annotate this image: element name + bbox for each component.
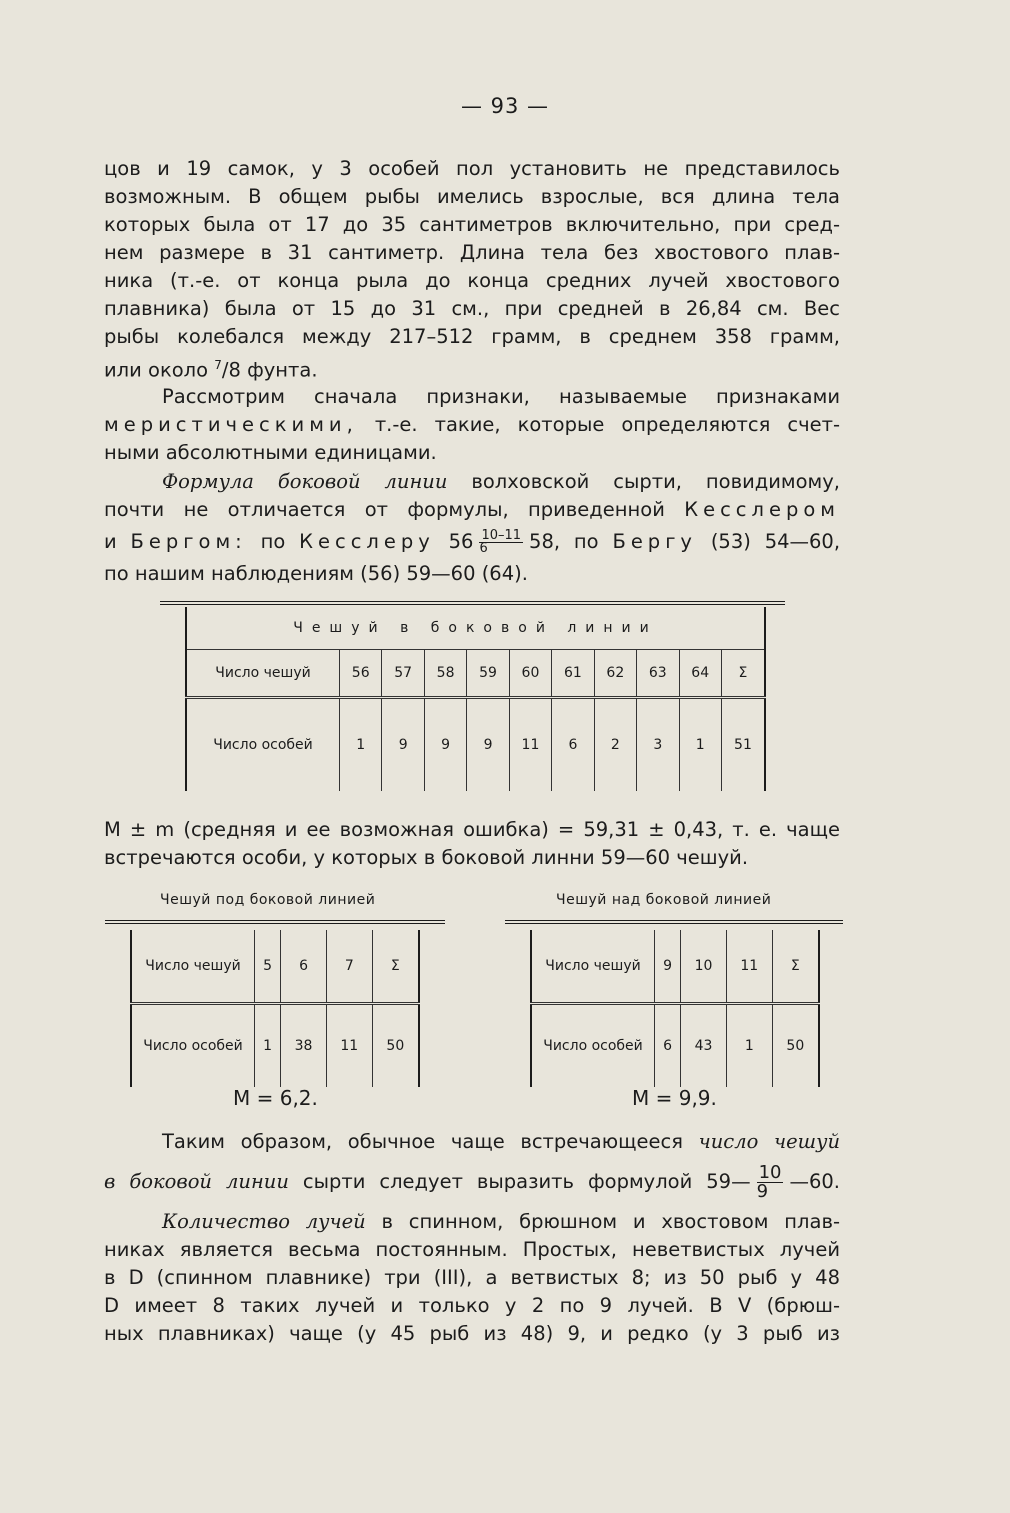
text-line: M ± m (средняя и ее возможная ошибка) = 59,31 ± 0,43, т. е. чаще bbox=[104, 818, 840, 841]
table-cell: 9 bbox=[655, 930, 681, 1004]
text-line: ными абсолютными единицами. bbox=[104, 441, 437, 464]
table-cell: 9 bbox=[424, 698, 466, 792]
text-fragment: сырти следует выразить формулой 59— bbox=[288, 1170, 751, 1193]
text-line: цов и 19 самок, у 3 особей пол установить не представилось bbox=[104, 157, 840, 180]
text-line: встречаются особи, у которых в боковой линни 59—60 чешуй. bbox=[104, 846, 749, 869]
table-cell: 6 bbox=[281, 930, 327, 1004]
scales-below-table bbox=[130, 930, 420, 1087]
table-cell: 6 bbox=[552, 698, 594, 792]
right-mean: M = 9,9. bbox=[632, 1086, 717, 1110]
text-line: возможным. В общем рыбы имелись взрослые, вся длина тела bbox=[104, 185, 840, 208]
spaced-term: Кесслеру bbox=[299, 530, 435, 553]
table-row bbox=[531, 930, 819, 1004]
table-cell: 2 bbox=[594, 698, 636, 792]
text-line: ных плавниках) чаще (у 45 рыб из 48) 9, и редко (у 3 рыб из bbox=[104, 1322, 840, 1345]
row-label: Число чешуй bbox=[531, 930, 655, 1004]
table-row bbox=[131, 930, 419, 1004]
text-fragment: /8 фунта. bbox=[221, 358, 318, 382]
fraction-numerator: 10–11 bbox=[481, 528, 522, 543]
fraction-numerator: 10 bbox=[758, 1162, 782, 1183]
table-cell: 56 bbox=[340, 650, 382, 698]
table-cell: 60 bbox=[509, 650, 551, 698]
text-line: нем размере в 31 сантиметр. Длина тела без хвостового плав- bbox=[104, 241, 840, 264]
table-cell: 5 bbox=[255, 930, 281, 1004]
text-fragment: 58, по bbox=[529, 530, 613, 553]
text-line bbox=[104, 1122, 840, 1162]
left-mean: M = 6,2. bbox=[233, 1086, 318, 1110]
table-cell: 11 bbox=[726, 930, 772, 1004]
text-line: в D (спинном плавнике) три (III), а ветвистых 8; из 50 рыб у 48 bbox=[104, 1266, 840, 1289]
scales-lateral-line-table bbox=[185, 607, 766, 791]
table-cell: 1 bbox=[340, 698, 382, 792]
italic-term: Количество лучей bbox=[162, 1210, 366, 1233]
spaced-term: Бергом: bbox=[130, 530, 247, 553]
right-table-caption: Чешуй над боковой линией bbox=[556, 892, 772, 908]
paragraph-3 bbox=[104, 468, 840, 588]
row-label: Число чешуй bbox=[186, 650, 340, 698]
text-fragment: (53) 54—60, bbox=[696, 530, 841, 553]
table-cell: 58 bbox=[424, 650, 466, 698]
text-line bbox=[104, 524, 840, 560]
table-cell: 59 bbox=[467, 650, 509, 698]
text-fragment: Таким образом, обычное чаще встречающееся bbox=[162, 1130, 699, 1153]
table-cell: 1 bbox=[726, 1004, 772, 1088]
fraction-denominator: 9 bbox=[756, 1181, 769, 1202]
fraction bbox=[757, 1164, 784, 1201]
table-cell: 51 bbox=[721, 698, 765, 792]
text-fragment: и bbox=[104, 530, 131, 553]
text-line: D имеет 8 таких лучей и только у 2 по 9 лучей. В V (брюш- bbox=[104, 1294, 840, 1317]
scales-above-table bbox=[530, 930, 820, 1087]
text-line bbox=[104, 1162, 840, 1202]
fraction-numerator: 7 bbox=[214, 358, 222, 372]
mean-paragraph bbox=[104, 816, 840, 872]
fraction-denominator: 6 bbox=[479, 541, 488, 556]
table-cell: 3 bbox=[637, 698, 679, 792]
text-fragment: 56 bbox=[434, 530, 474, 553]
text-fragment: т.-е. такие, которые определяются счет- bbox=[357, 413, 840, 436]
table-cell: 38 bbox=[281, 1004, 327, 1088]
text-line: Рассмотрим сначала признаки, называемые признаками bbox=[162, 385, 840, 408]
table-cell: 10 bbox=[681, 930, 727, 1004]
row-label: Число особей bbox=[531, 1004, 655, 1088]
text-fragment: в спинном, брюшном и хвостовом плав- bbox=[365, 1210, 840, 1233]
table-cell: 62 bbox=[594, 650, 636, 698]
spaced-term: Бергу bbox=[612, 530, 697, 553]
table-cell: 11 bbox=[509, 698, 551, 792]
table-row bbox=[531, 1004, 819, 1088]
italic-term: Формула боковой линии bbox=[162, 470, 448, 493]
table-cell: Σ bbox=[372, 930, 419, 1004]
table-cell: 43 bbox=[681, 1004, 727, 1088]
table-rule bbox=[505, 920, 843, 924]
italic-term: в боковой линии bbox=[104, 1170, 289, 1193]
text-line: ника (т.-е. от конца рыла до конца средних лучей хвостового bbox=[104, 269, 840, 292]
table-cell: 6 bbox=[655, 1004, 681, 1088]
row-label: Число чешуй bbox=[131, 930, 255, 1004]
paragraph-1 bbox=[104, 155, 840, 385]
text-fragment: волховской сырти, повидимому, bbox=[447, 470, 840, 493]
text-fragment: почти не отличается от формулы, приведенной bbox=[104, 498, 685, 521]
text-line: по нашим наблюдениям (56) 59—60 (64). bbox=[104, 562, 528, 585]
table-cell: 7 bbox=[326, 930, 372, 1004]
table-row bbox=[131, 1004, 419, 1088]
italic-term: число чешуй bbox=[698, 1130, 840, 1153]
paragraph-4 bbox=[104, 1122, 840, 1202]
table-cell: 1 bbox=[679, 698, 721, 792]
text-line bbox=[104, 496, 840, 524]
left-table-caption: Чешуй под боковой линией bbox=[160, 892, 376, 908]
page-number: — 93 — bbox=[460, 94, 550, 118]
table-cell: 9 bbox=[467, 698, 509, 792]
text-line bbox=[104, 351, 840, 385]
table-cell: Σ bbox=[721, 650, 765, 698]
table-cell: 11 bbox=[326, 1004, 372, 1088]
fraction bbox=[479, 530, 523, 555]
table-cell: 61 bbox=[552, 650, 594, 698]
table-rule bbox=[160, 601, 785, 605]
table-cell: 64 bbox=[679, 650, 721, 698]
text-line bbox=[104, 1208, 840, 1236]
table-cell: 1 bbox=[255, 1004, 281, 1088]
text-line: плавника) была от 15 до 31 см., при средней в 26,84 см. Вес bbox=[104, 297, 840, 320]
table-cell: Σ bbox=[772, 930, 819, 1004]
text-line: никах является весьма постоянным. Простых, неветвистых лучей bbox=[104, 1238, 840, 1261]
text-line: рыбы колебался между 217–512 грамм, в среднем 358 грамм, bbox=[104, 325, 840, 348]
text-fragment: или около bbox=[104, 358, 215, 382]
table-title-row bbox=[186, 607, 765, 650]
table-cell: 9 bbox=[382, 698, 424, 792]
table-title: Чешуй в боковой линии bbox=[186, 607, 765, 650]
text-fragment: —60. bbox=[789, 1170, 840, 1193]
table-cell: 63 bbox=[637, 650, 679, 698]
table-row bbox=[186, 698, 765, 792]
text-line: которых была от 17 до 35 сантиметров включительно, при сред- bbox=[104, 213, 840, 236]
row-label: Число особей bbox=[131, 1004, 255, 1088]
table-cell: 57 bbox=[382, 650, 424, 698]
text-line bbox=[104, 411, 840, 439]
table-rule bbox=[105, 920, 445, 924]
spaced-term: Кесслером bbox=[684, 498, 840, 521]
table-cell: 50 bbox=[772, 1004, 819, 1088]
text-line bbox=[104, 468, 840, 496]
spaced-term: меристическими, bbox=[104, 413, 358, 436]
row-label: Число особей bbox=[186, 698, 340, 792]
table-row bbox=[186, 650, 765, 698]
paragraph-5 bbox=[104, 1208, 840, 1348]
paragraph-2 bbox=[104, 383, 840, 467]
text-fragment: по bbox=[246, 530, 300, 553]
table-cell: 50 bbox=[372, 1004, 419, 1088]
